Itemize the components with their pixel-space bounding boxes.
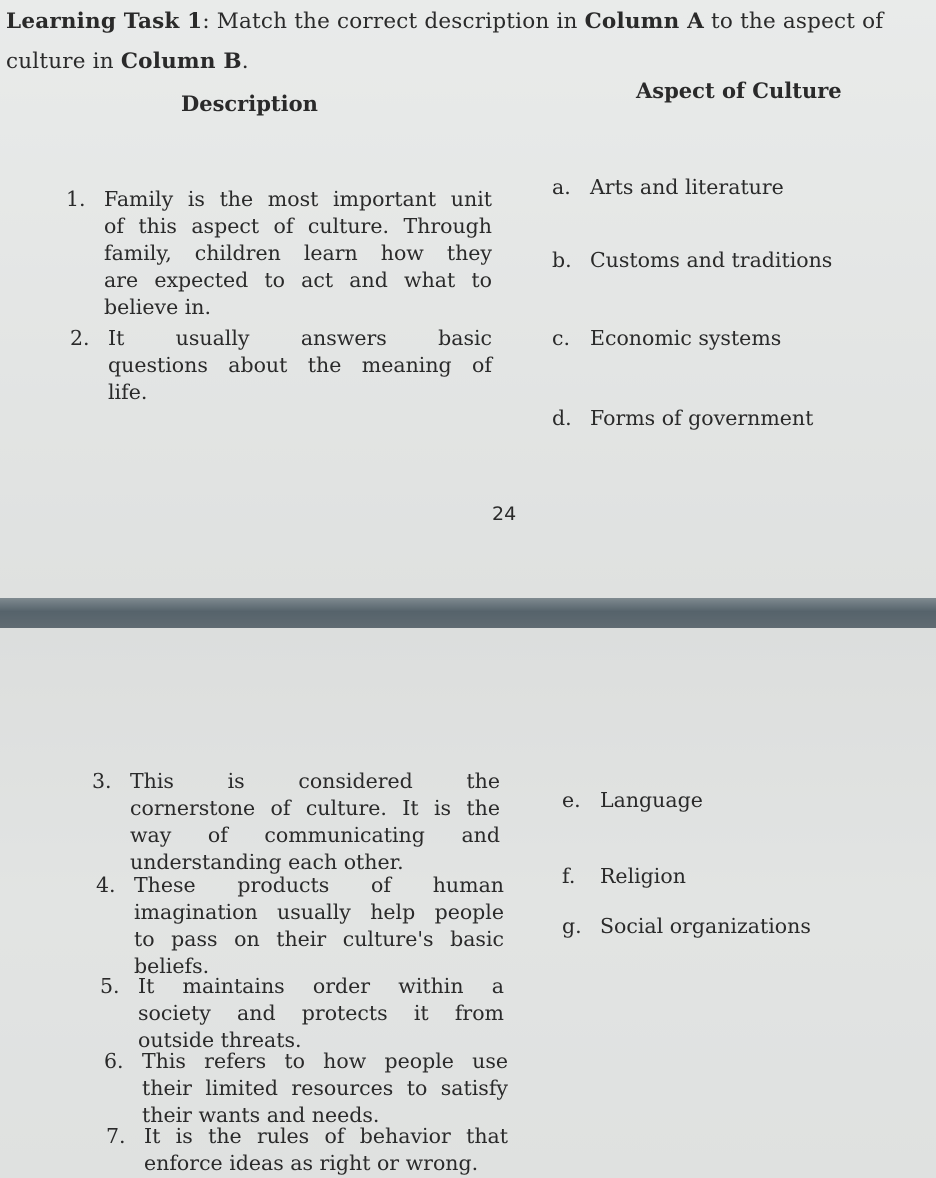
item-line: imagination usually help people xyxy=(134,900,504,924)
choice-letter: d. xyxy=(552,406,572,430)
instruction-end: . xyxy=(241,49,249,74)
instruction-text-a: : Match the correct description in xyxy=(202,9,585,34)
item-text xyxy=(104,186,492,321)
item-line: their limited resources to satisfy xyxy=(142,1076,508,1100)
column-a-label: Column A xyxy=(584,9,705,34)
item-line: society and protects it from xyxy=(138,1001,504,1025)
item-line: family, children learn how they xyxy=(104,241,492,265)
item-text xyxy=(108,325,492,406)
item-line: are expected to act and what to xyxy=(104,268,492,292)
aspect-choice xyxy=(562,788,703,812)
item-line: Family is the most important unit xyxy=(104,187,492,211)
item-line: understanding each other. xyxy=(130,850,404,874)
item-line: This is considered the xyxy=(130,769,500,793)
aspect-choice xyxy=(552,406,813,430)
choice-label: Language xyxy=(600,788,703,812)
item-line: questions about the meaning of xyxy=(108,353,492,377)
item-line: beliefs. xyxy=(134,954,210,978)
choice-letter: a. xyxy=(552,175,571,199)
choice-label: Arts and literature xyxy=(590,175,784,199)
aspect-choice xyxy=(552,248,832,272)
item-line: This refers to how people use xyxy=(142,1049,508,1073)
item-line: of this aspect of culture. Through xyxy=(104,214,492,238)
item-line: cornerstone of culture. It is the xyxy=(130,796,500,820)
aspect-choice xyxy=(562,864,686,888)
instruction-text-b: to the aspect of culture in xyxy=(6,9,884,74)
item-line: enforce ideas as right or wrong. xyxy=(144,1151,479,1175)
choice-label: Economic systems xyxy=(590,326,782,350)
item-line: It usually answers basic xyxy=(108,326,492,350)
choice-letter: f. xyxy=(562,864,576,888)
item-text xyxy=(138,973,504,1054)
item-line: It maintains order within a xyxy=(138,974,504,998)
item-number: 3. xyxy=(92,769,112,793)
item-line: life. xyxy=(108,380,148,404)
choice-letter: e. xyxy=(562,788,581,812)
item-line: their wants and needs. xyxy=(142,1103,380,1127)
description-header: Description xyxy=(181,91,318,116)
item-number: 1. xyxy=(66,187,86,211)
choice-label: Forms of government xyxy=(590,406,814,430)
item-line: to pass on their culture's basic xyxy=(134,927,504,951)
item-number: 2. xyxy=(70,326,90,350)
choice-label: Customs and traditions xyxy=(590,248,833,272)
aspect-choice xyxy=(562,914,811,938)
item-number: 4. xyxy=(96,873,116,897)
task-label: Learning Task 1 xyxy=(6,9,203,34)
item-line: believe in. xyxy=(104,295,212,319)
item-text xyxy=(134,872,504,980)
aspect-header: Aspect of Culture xyxy=(636,78,842,103)
item-number: 6. xyxy=(104,1049,124,1073)
item-text xyxy=(144,1123,508,1177)
item-text xyxy=(142,1048,508,1129)
choice-letter: b. xyxy=(552,248,572,272)
task-instruction xyxy=(6,2,926,82)
item-number: 5. xyxy=(100,974,120,998)
choice-label: Religion xyxy=(600,864,686,888)
aspect-choice xyxy=(552,326,781,350)
aspect-choice xyxy=(552,175,784,199)
item-line: way of communicating and xyxy=(130,823,500,847)
page-divider xyxy=(0,598,936,628)
item-text xyxy=(130,768,500,876)
item-number: 7. xyxy=(106,1124,126,1148)
choice-letter: g. xyxy=(562,914,582,938)
page-number: 24 xyxy=(492,503,517,525)
choice-letter: c. xyxy=(552,326,570,350)
item-line: It is the rules of behavior that xyxy=(144,1124,508,1148)
choice-label: Social organizations xyxy=(600,914,811,938)
column-b-label: Column B xyxy=(120,49,242,74)
item-line: outside threats. xyxy=(138,1028,302,1052)
item-line: These products of human xyxy=(134,873,504,897)
